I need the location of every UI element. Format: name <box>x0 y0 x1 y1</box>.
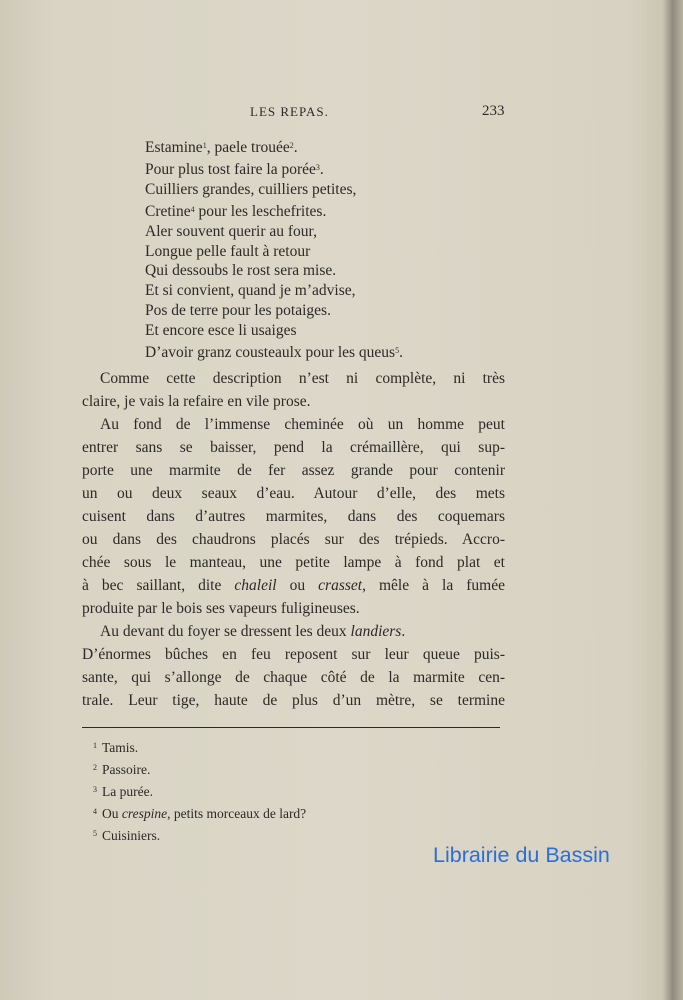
verse-line <box>145 136 403 158</box>
footnote-ref: 2 <box>289 141 294 150</box>
verse-text: Estamine <box>145 139 203 156</box>
running-head: LES REPAS. <box>250 104 329 119</box>
prose-text: ou dans des chaudrons placés sur des trépieds. Accro- <box>82 531 505 548</box>
verse-line <box>145 261 403 281</box>
footnote-ref: 5 <box>395 346 400 356</box>
verse-line <box>145 158 403 180</box>
footnote <box>93 824 306 846</box>
prose-line <box>82 505 505 528</box>
verse-text: Et encore esce li usaiges <box>145 322 297 340</box>
verse-line <box>145 222 403 242</box>
prose-text: trale. Leur tige, haute de plus d’un mètre, se termine <box>82 692 505 709</box>
prose-text: . <box>401 623 406 640</box>
verse-line <box>145 200 403 222</box>
prose-line <box>82 620 505 643</box>
prose-text: ou <box>276 577 319 594</box>
footnote <box>93 736 306 758</box>
prose-line <box>82 574 505 597</box>
footnote-text: Cuisiniers. <box>102 828 161 843</box>
verse-text: Cuilliers grandes, cuilliers petites, <box>145 180 357 198</box>
verse-text: Pos de terre pour les potaiges. <box>145 302 331 320</box>
prose-line <box>82 528 505 551</box>
prose-text: un ou deux seaux d’eau. Autour d’elle, des mets <box>82 485 505 502</box>
prose-text: , mêle à la fumée <box>362 577 505 594</box>
footnote-number: 1 <box>93 741 97 750</box>
prose-text: sante, qui s’allonge de chaque côté de la marmite cen- <box>82 669 505 686</box>
prose-text: porte une marmite de fer assez grande pour contenir <box>82 462 505 479</box>
italic-term: crasset <box>318 577 363 594</box>
italic-term: crespine <box>121 806 168 821</box>
footnote-text: Tamis. <box>102 740 139 755</box>
footnote-ref: 4 <box>190 204 195 214</box>
prose-text: D’énormes bûches en feu reposent sur leur queue puis- <box>82 646 505 663</box>
prose-line <box>82 689 505 712</box>
verse-text: . <box>293 139 298 156</box>
prose-line <box>82 367 505 390</box>
italic-term: chaleil <box>234 577 277 594</box>
prose-block <box>82 367 505 712</box>
footnote <box>93 802 306 824</box>
italic-term: landiers <box>350 623 402 640</box>
footnote-ref: 3 <box>315 162 320 172</box>
verse-block <box>145 136 403 363</box>
verse-text: Et si convient, quand je m’advise, <box>145 282 356 300</box>
verse-line <box>145 180 403 200</box>
prose-text: chée sous le manteau, une petite lampe à fond plat et <box>82 554 505 571</box>
footnote-text: Ou <box>102 806 122 821</box>
verse-text: pour les leschefrites. <box>194 202 327 220</box>
verse-text: Qui dessoubs le rost sera mise. <box>145 262 337 280</box>
prose-text: Comme cette description n’est ni complète, ni très <box>100 370 505 387</box>
verse-text: Pour plus tost faire la porée <box>145 160 316 178</box>
verse-text: Cretine <box>145 202 191 220</box>
footnote <box>93 758 306 780</box>
footnote <box>93 780 306 802</box>
page-number: 233 <box>482 103 505 119</box>
prose-line <box>82 459 505 482</box>
footnotes <box>93 736 306 846</box>
verse-line <box>145 341 403 363</box>
footnote-number: 4 <box>93 807 97 816</box>
prose-line <box>82 643 505 666</box>
verse-line <box>145 281 403 301</box>
prose-text: produite par le bois ses vapeurs fuligineuses. <box>82 600 360 617</box>
footnote-number: 3 <box>93 785 97 794</box>
verse-line <box>145 301 403 321</box>
prose-text: entrer sans se baisser, pend la crémaillère, qui sup- <box>82 439 505 456</box>
verse-text: Aler souvent querir au four, <box>145 222 317 240</box>
verse-text: , paele trouée <box>206 139 290 156</box>
footnote-rule <box>82 727 500 728</box>
verse-text: . <box>319 160 324 178</box>
prose-line <box>82 666 505 689</box>
prose-line <box>82 436 505 459</box>
footnote-text: , petits morceaux de lard? <box>167 806 307 821</box>
prose-line <box>82 413 505 436</box>
prose-text: cuisent dans d’autres marmites, dans des coquemars <box>82 508 505 525</box>
prose-text: Au devant du foyer se dressent les deux <box>100 623 351 640</box>
verse-line <box>145 242 403 262</box>
footnote-text: Passoire. <box>102 762 151 777</box>
verse-text: D’avoir granz cousteaulx pour les queus <box>145 344 396 362</box>
footnote-number: 5 <box>93 829 97 838</box>
verse-line <box>145 321 403 341</box>
watermark: Librairie du Bassin <box>433 843 610 867</box>
prose-text: Au fond de l’immense cheminée où un homme peut <box>100 416 505 433</box>
footnote-number: 2 <box>93 763 97 772</box>
verse-text: Longue pelle fault à retour <box>145 242 311 260</box>
footnote-text: La purée. <box>102 784 153 799</box>
footnote-ref: 1 <box>202 141 207 150</box>
prose-text: claire, je vais la refaire en vile prose. <box>82 393 311 410</box>
prose-line <box>82 482 505 505</box>
prose-line <box>82 597 505 620</box>
prose-text: à bec saillant, dite <box>82 577 235 594</box>
prose-line <box>82 390 505 413</box>
verse-text: . <box>399 344 403 362</box>
prose-line <box>82 551 505 574</box>
